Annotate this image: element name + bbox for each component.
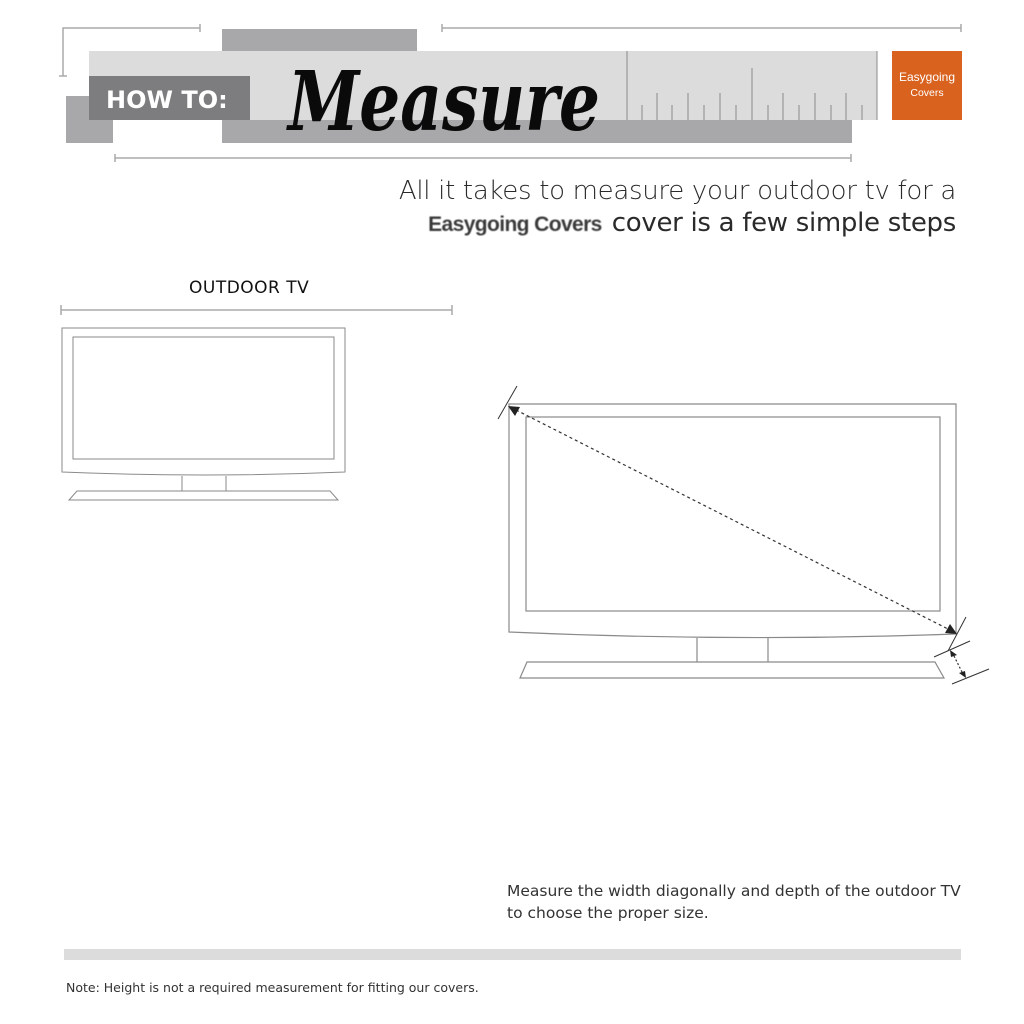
tv-illustration-large	[509, 404, 956, 678]
intro-text-line-2	[428, 208, 956, 238]
how-to-label: HOW TO:	[106, 86, 228, 114]
instruction-text: Measure the width diagonally and depth of the outdoor TV to choose the proper size.	[507, 882, 961, 922]
brand-badge-box	[892, 51, 962, 120]
tv-small-frame	[62, 328, 345, 475]
tv-small-screen	[73, 337, 334, 459]
depth-arrowhead-top	[950, 650, 957, 657]
page-title: Measure	[285, 54, 600, 150]
tv-large-frame	[509, 404, 956, 638]
tv-illustration-small	[62, 328, 345, 500]
depth-dashed-line	[954, 656, 962, 672]
section-title: OUTDOOR TV	[189, 278, 310, 298]
diagonal-dashed-line	[516, 410, 948, 629]
ruler-line-bottom	[115, 154, 851, 162]
header-banner	[59, 24, 962, 162]
diagonal-arrowhead-end	[945, 624, 957, 634]
tv-small-stand	[69, 491, 338, 500]
banner-block-top	[222, 29, 417, 52]
depth-arrowhead-bottom	[959, 671, 966, 678]
section-ruler-line	[61, 305, 452, 315]
depth-tick-bottom	[952, 669, 989, 684]
brand-badge-line1: Easygoing	[898, 70, 956, 84]
brand-badge-line2: Covers	[910, 87, 944, 99]
footer-divider-bar	[64, 949, 961, 960]
brand-badge	[892, 51, 962, 120]
tv-large-stand	[520, 662, 944, 678]
tv-large-neck	[697, 638, 768, 662]
intro-text-line-2-rest: cover is a few simple steps	[611, 208, 956, 238]
brand-inline-logo: Easygoing Covers	[428, 213, 602, 236]
footer-note: Note: Height is not a required measurement for fitting our covers.	[66, 980, 479, 995]
tv-small-neck	[182, 476, 226, 491]
intro-text-line-1: All it takes to measure your outdoor tv for a	[398, 176, 956, 206]
ruler-line-top-right	[442, 24, 961, 32]
